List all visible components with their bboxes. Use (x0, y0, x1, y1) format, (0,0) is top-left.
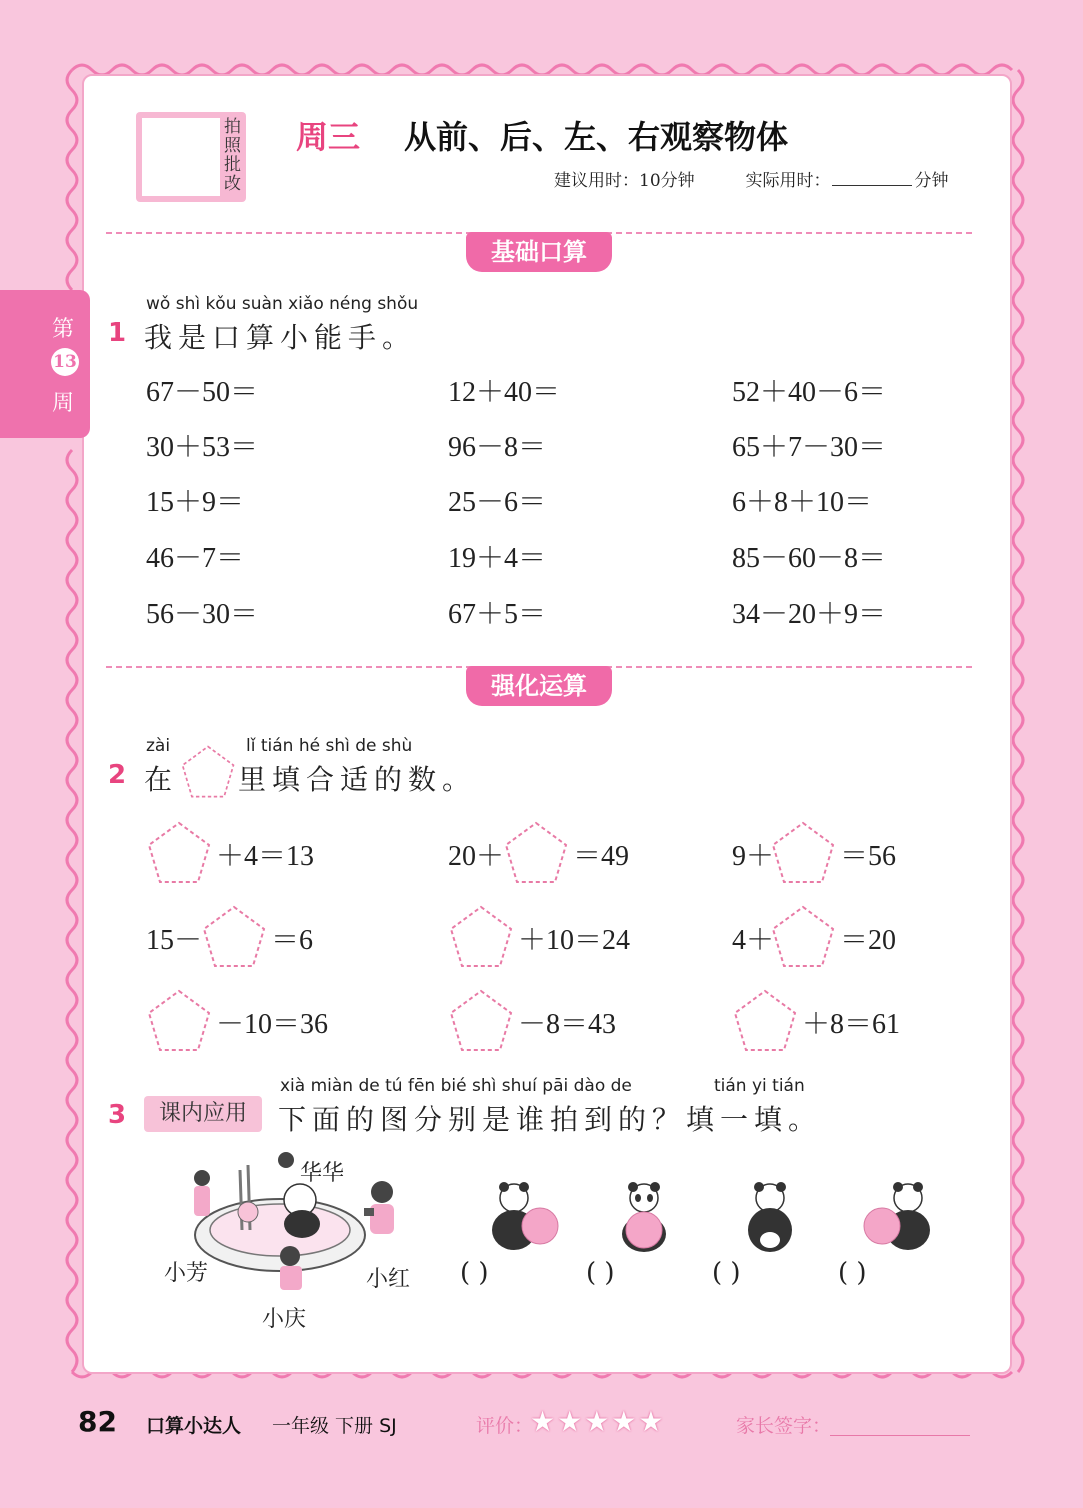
q2-prefix: 20＋ (448, 841, 505, 872)
actual-time-unit: 分钟 (914, 171, 949, 191)
page-title: 从前、后、左、右观察物体 (404, 118, 789, 156)
pentagon-answer-box[interactable] (448, 904, 514, 970)
name-xiaofang: 小芳 (164, 1261, 209, 1286)
q1-equation[interactable]: 46－7＝ (146, 543, 245, 574)
q1-equation[interactable]: 15＋9＝ (146, 487, 245, 518)
q2-prefix: 4＋ (732, 925, 775, 956)
section-banner-strengthen: 强化运算 (466, 666, 612, 706)
q2-text-b: 里填合适的数。 (238, 763, 477, 796)
time-line (554, 166, 948, 191)
q2-suffix: －10＝36 (216, 1009, 329, 1040)
xiaohong-figure (360, 1178, 404, 1258)
q1-equation[interactable]: 12＋40＝ (448, 377, 561, 408)
pentagon-answer-box[interactable] (146, 820, 212, 886)
q1-equation[interactable]: 34－20＋9＝ (732, 599, 887, 630)
parent-signature-line[interactable] (830, 1435, 970, 1436)
q2-suffix: ＋4＝13 (216, 841, 315, 872)
day-label: 周三 (296, 118, 361, 156)
panda-view-back (742, 1180, 798, 1256)
q2-suffix: ＝20 (840, 925, 897, 956)
in-class-application-tag: 课内应用 (144, 1096, 262, 1132)
pentagon-answer-box[interactable] (503, 820, 569, 886)
q2-prefix: 15－ (146, 925, 203, 956)
q1-equation[interactable]: 65＋7－30＝ (732, 432, 887, 463)
q3-number: 3 (108, 1100, 127, 1130)
answer-paren-2[interactable]: ( ) (586, 1258, 615, 1288)
week-number: 13 (51, 348, 79, 376)
pentagon-answer-box[interactable] (146, 988, 212, 1054)
parent-signature-label: 家长签字： (736, 1415, 832, 1437)
q1-equation[interactable]: 19＋4＝ (448, 543, 547, 574)
q2-pinyin-rest: lǐ tián hé shì de shù (246, 736, 413, 756)
grading-blank (142, 118, 220, 196)
pentagon-answer-box[interactable] (732, 988, 798, 1054)
q2-suffix: ＝56 (840, 841, 897, 872)
q1-equation[interactable]: 85－60－8＝ (732, 543, 887, 574)
rating-stars-icon[interactable]: ★★★★★ (530, 1405, 666, 1438)
q1-equation[interactable]: 67＋5＝ (448, 599, 547, 630)
q3-pinyin: xià miàn de tú fēn bié shì shuí pāi dào de (280, 1076, 632, 1096)
answer-paren-4[interactable]: ( ) (838, 1258, 867, 1288)
q1-equation[interactable]: 30＋53＝ (146, 432, 259, 463)
week-side-tab (0, 290, 90, 438)
q1-equation[interactable]: 25－6＝ (448, 487, 547, 518)
photo-grading-box (136, 112, 246, 202)
q2-pinyin-zai: zài (146, 736, 171, 756)
section-banner-basic: 基础口算 (466, 232, 612, 272)
pentagon-answer-box[interactable] (770, 820, 836, 886)
panda-view-right (862, 1180, 938, 1256)
q1-text: 我是口算小能手。 (144, 321, 417, 354)
name-huahua: 华华 (300, 1161, 345, 1186)
q1-equation[interactable]: 67－50＝ (146, 377, 259, 408)
q1-pinyin: wǒ shì kǒu suàn xiǎo néng shǒu (146, 294, 419, 314)
q2-suffix: ＝6 (271, 925, 314, 956)
answer-paren-1[interactable]: ( ) (460, 1258, 489, 1288)
rating-label: 评价： (476, 1415, 534, 1437)
pentagon-answer-box[interactable] (770, 904, 836, 970)
answer-paren-3[interactable]: ( ) (712, 1258, 741, 1288)
footer (0, 1395, 1083, 1455)
panda-view-left (484, 1180, 560, 1256)
q1-equation[interactable]: 96－8＝ (448, 432, 547, 463)
q2-suffix: －8＝43 (518, 1009, 617, 1040)
q2-suffix: ＋10＝24 (518, 925, 631, 956)
q1-equation[interactable]: 6＋8＋10＝ (732, 487, 873, 518)
week-prefix: 第 (52, 317, 75, 342)
week-suffix: 周 (52, 391, 75, 416)
q2-prefix: 9＋ (732, 841, 775, 872)
q2-text-a: 在 (144, 763, 179, 796)
photo-grading-label: 拍照批改 (224, 117, 241, 194)
q2-number: 2 (108, 760, 127, 790)
actual-time-blank[interactable] (832, 185, 912, 186)
grade-label: 一年级 下册 SJ (272, 1415, 397, 1437)
pentagon-answer-box[interactable] (448, 988, 514, 1054)
q3-text: 下面的图分别是谁拍到的？填一填。 (278, 1103, 823, 1136)
q1-equation[interactable]: 52＋40－6＝ (732, 377, 887, 408)
suggested-time: 建议用时：10分钟 (554, 171, 695, 191)
q2-suffix: ＝49 (573, 841, 630, 872)
q1-number: 1 (108, 318, 127, 348)
pentagon-answer-box[interactable] (201, 904, 267, 970)
q3-pinyin-2: tián yi tián (714, 1076, 805, 1096)
pentagon-icon (180, 744, 236, 800)
q2-suffix: ＋8＝61 (802, 1009, 901, 1040)
name-xiaohong: 小红 (366, 1267, 411, 1292)
actual-time-label: 实际用时： (745, 171, 831, 191)
page-number: 82 (78, 1405, 117, 1438)
panda-view-front (614, 1180, 674, 1256)
book-title: 口算小达人 (146, 1415, 242, 1437)
name-xiaoqing: 小庆 (262, 1307, 307, 1332)
q1-equation[interactable]: 56－30＝ (146, 599, 259, 630)
